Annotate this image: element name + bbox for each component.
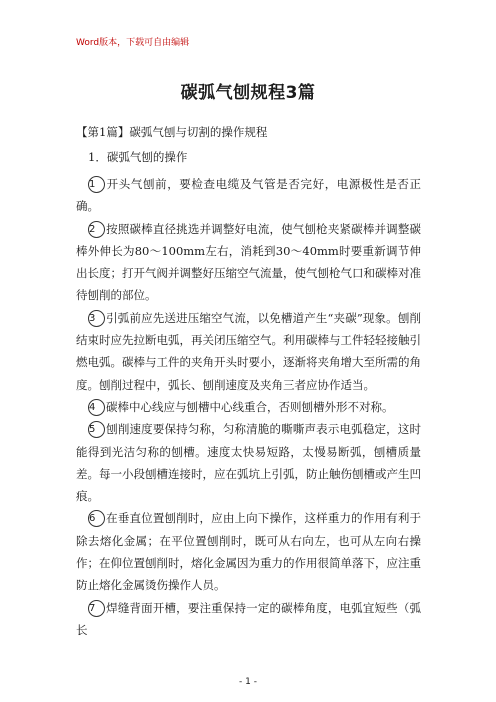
page-number: - 1 - — [239, 677, 257, 687]
section-heading: 【第1篇】碳弧气刨与切割的操作规程 — [76, 125, 268, 139]
circled-number: 7 — [88, 600, 105, 617]
paragraph — [76, 307, 421, 396]
paragraph — [76, 418, 421, 507]
circled-number: 2 — [88, 221, 105, 238]
subheading: 1．碳弧气刨的操作 — [88, 150, 188, 164]
paragraph — [76, 597, 421, 642]
paragraph-text: 引弧前应先送进压缩空气流，以免槽道产生“夹碳”现象。刨削结束时应先拉断电弧，再关闭压缩空气。利用碳棒与工件轻轻接触引燃电弧。碳棒与工件的夹角开头时要小，逐渐将夹角增大至所需的角度。刨削过程中，弧长、刨削速度及夹角三者应协作适当。 — [76, 310, 421, 392]
circled-number: 4 — [88, 399, 105, 416]
paragraph — [76, 173, 421, 218]
circled-number: 1 — [88, 176, 105, 193]
paragraph — [76, 396, 421, 418]
paragraph-text: 按照碳棒直径挑选并调整好电流，使气刨枪夹紧碳棒并调整碳棒外伸长为80～100mm左右，消耗到30～40mm时要重新调节伸出长度；打开气阀并调整好压缩空气流量，使气刨枪气口和碳棒对准待刨削的部位。 — [76, 221, 421, 303]
header-note: Word版本，下载可自由编辑 — [76, 38, 190, 48]
paragraph-text: 碳棒中心线应与刨槽中心线重合，否则刨槽外形不对称。 — [106, 399, 394, 414]
circled-number: 3 — [88, 310, 105, 327]
paragraph-text: 刨削速度要保持匀称，匀称清脆的嘶嘶声表示电弧稳定，这时能得到光洁匀称的刨槽。速度太快易短路，太慢易断弧，刨槽质量差。每一小段刨槽连接时，应在弧坑上引弧，防止触伤刨槽或产生凹痕。 — [76, 422, 421, 504]
paragraph — [76, 218, 421, 307]
paragraph-text: 焊缝背面开槽，要注重保持一定的碳棒角度，电弧宜短些（弧长 — [76, 600, 421, 637]
paragraph — [76, 507, 421, 596]
body-content — [76, 173, 421, 641]
document-title: 碳弧气刨规程3篇 — [180, 83, 316, 103]
circled-number: 5 — [88, 421, 105, 438]
paragraph-text: 在垂直位置刨削时，应由上向下操作，这样重力的作用有利于除去熔化金属；在平位置刨削时，既可从右向左，也可从左向右操作；在仰位置刨削时，熔化金属因为重力的作用很简单落下，应注重防止熔化金属烫伤操作人员。 — [76, 511, 421, 593]
circled-number: 6 — [88, 510, 105, 527]
paragraph-text: 开头气刨前，要检查电缆及气管是否完好，电源极性是否正确。 — [76, 177, 421, 214]
